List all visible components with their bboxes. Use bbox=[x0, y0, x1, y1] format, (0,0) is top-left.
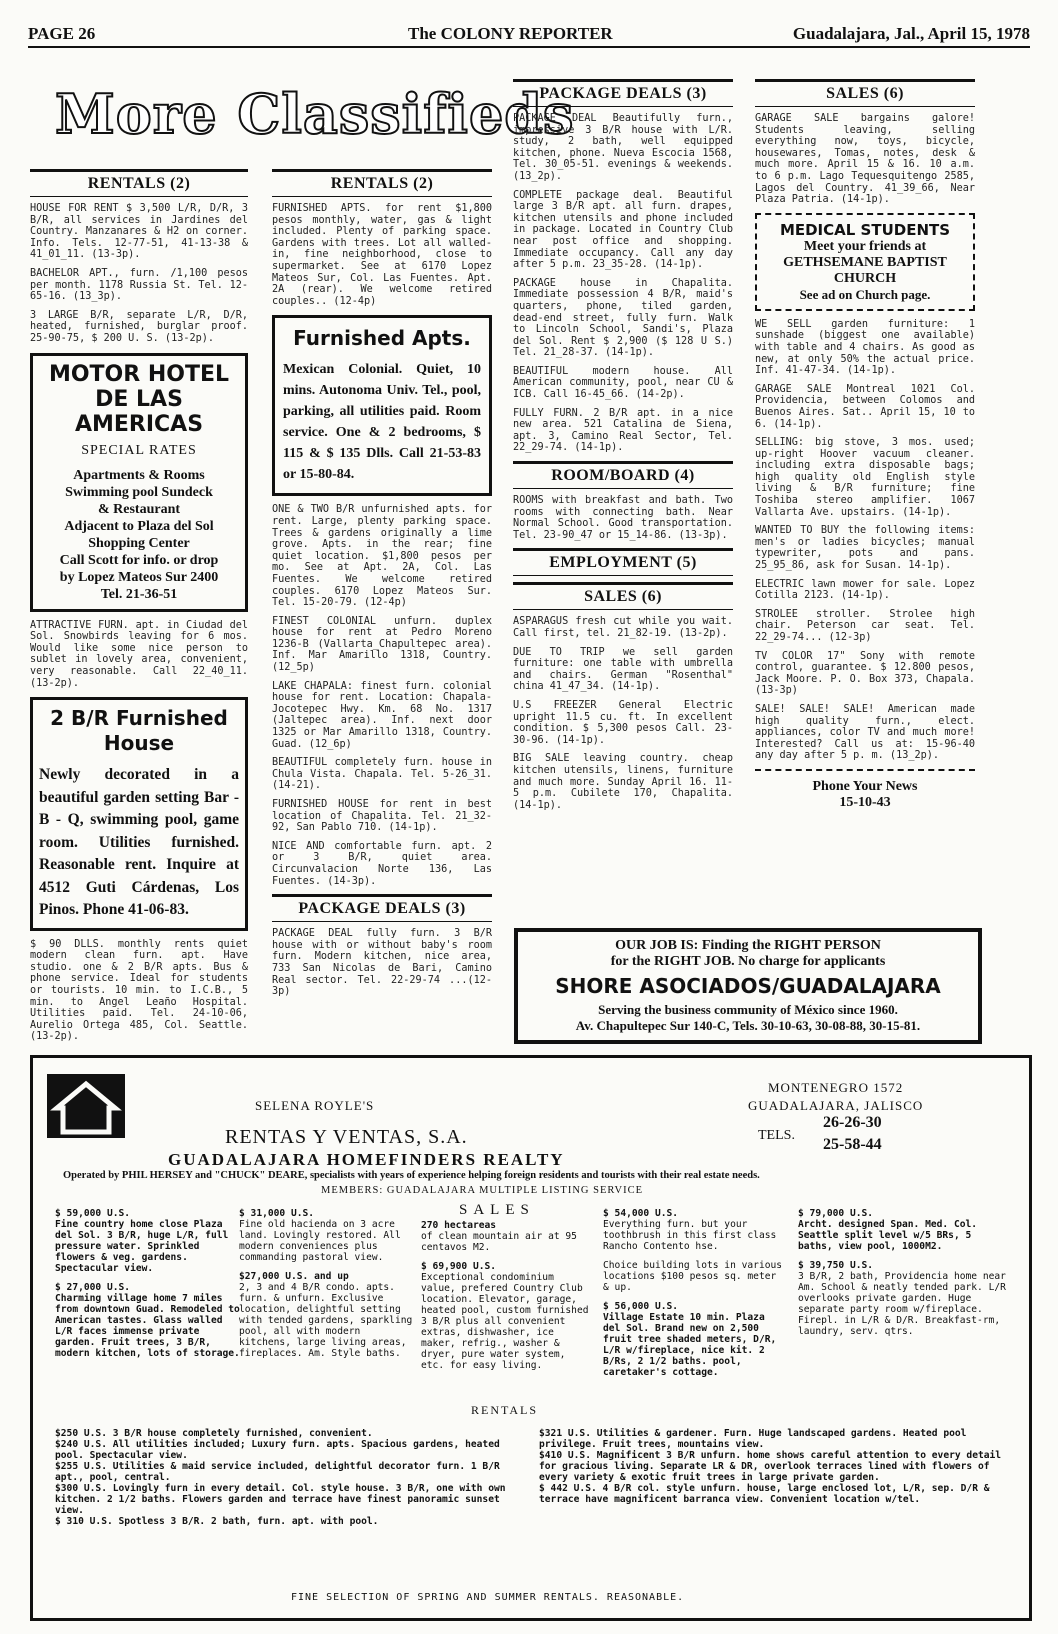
realty-address-1: MONTENEGRO 1572 bbox=[768, 1080, 904, 1095]
phone-news-label: Phone Your News bbox=[812, 778, 918, 794]
classified-ad: STROLEE stroller. Strolee high chair. Peterson car seat. Tel. 22_29-74... (12-3p) bbox=[755, 608, 975, 643]
classified-ad: BEAUTIFUL modern house. All American community, pool, near CU & ICB. Call 16-45_66. (14-2p). bbox=[513, 365, 733, 401]
classified-ad: PACKAGE DEAL Beautifully furn., impressive 3 B/R house with L/R. study, 2 bath, well equipped kitchen, phone. Nueva Escocia 1568, Tel. 30_05-51. evenings & weekends. (13_2p). bbox=[513, 113, 733, 182]
realty-column-3: 270 hectareas of clean mountain air at 95 centavos M2. $ 69,900 U.S. Exceptional condominium value, prefered Country Club location. Elevator, garage, heated pool, custom furnished 3 B/R plus all convenient extras, dishwasher, ice maker, refrig., washer & dryer, pure water system, etc. for easy living. bbox=[421, 1220, 589, 1371]
classified-ad: GARAGE SALE Montreal 1021 Col. Providencia, between Colomos and Buenos Aires. Sat.. April 15, 10 to 6. (14-1p). bbox=[755, 383, 975, 430]
classified-ad: PACKAGE DEAL fully furn. 3 B/R house with or without baby's room furn. Modern kitchen, nice area, 733 San Nicolas de Bari, Camino Real sector. Tel. 22-29-74 ...(12-3p) bbox=[272, 928, 492, 998]
classified-ad: WE SELL garden furniture: 1 sunshade (biggest one available) with table and 4 chairs. As good as new, at only 50% the actual price. Inf. 41-47-34. (14-1p). bbox=[755, 318, 975, 377]
classified-ad: $ 90 DLLS. monthly rents quiet modern clean furn. apt. Have studio. one & 2 B/R apts. Bus & phone service. Ideal for students or tourists. 10 min. to I.C.B., 5 min. to Angel Leaño Hospital. Utilities paid. Tel. 24-10-06, Aurelio Ortega 485, Col. Seattle. (13-2p). bbox=[30, 938, 248, 1043]
classified-ad: SALE! SALE! SALE! American made high quality furn., elect. appliances, color TV and much more! Interested? Call us at: 15-96-40 any day after 5 p. m. (13_2p). bbox=[755, 703, 975, 762]
realty-members: MEMBERS: GUADALAJARA MULTIPLE LISTING SERVICE bbox=[321, 1185, 644, 1196]
realty-footer: FINE SELECTION OF SPRING AND SUMMER RENTALS. REASONABLE. bbox=[291, 1592, 685, 1603]
realty-tel-1: 26-26-30 bbox=[823, 1114, 882, 1131]
realty-column-2: $ 31,000 U.S. Fine old hacienda on 3 acre land. Lovingly restored. All modern conveniences plus commanding pastoral view. $27,000 U.S. and up 2, 3 and 4 B/R condo. apts. furn. & unfurn. Exclusive location, delightful setting with tended gardens, sparkling pool, all with modern kitchens, large living areas, fireplaces. Am. Style baths. bbox=[239, 1208, 413, 1359]
classified-ad: FINEST COLONIAL unfurn. duplex house for rent at Pedro Moreno 1236-B (Vallarta_Chapultepec area). Inf. Mar Amarillo 1318, Country. (12_5p) bbox=[272, 615, 492, 674]
column-2 bbox=[272, 165, 492, 1005]
section-heading-sales: SALES (6) bbox=[755, 79, 975, 107]
classified-ad: FURNISHED APTS. for rent $1,800 pesos monthly, water, gas & light included. Plenty of parking space. Gardens with trees. Lot all walled-in, fine neighborhood, close to supermarket. See at 6170 Lopez Mateos Sur, Col. Las Fuentes. Apt. 2A (rear). We welcome retired couples.. (12-4p) bbox=[272, 203, 492, 307]
classified-ad: BACHELOR APT., furn. /1,100 pesos per month. 1178 Russia St. Tel. 12-65-16. (13_3p). bbox=[30, 267, 248, 303]
realty-operated: Operated by PHIL HERSEY and "CHUCK" DEARE, specialists with years of experience helping foreign residents and tourists with their real estate needs. bbox=[63, 1170, 760, 1181]
dateline: Guadalajara, Jal., April 15, 1978 bbox=[792, 24, 1030, 43]
realty-tels-label: TELS. bbox=[758, 1128, 795, 1143]
section-heading-package-deals: PACKAGE DEALS (3) bbox=[272, 894, 492, 922]
section-heading-employment: EMPLOYMENT (5) bbox=[513, 548, 733, 576]
realty-rentals-right: $321 U.S. Utilities & gardener. Furn. Huge landscaped gardens. Heated pool privilege. Fruit trees, mountains view. $410 U.S. Magnificent 3 B/R unfurn. home shows careful attention to every detail for gracious living. Separate LR & DR, overlook terraces lined with flowers of every variety & exotic fruit trees in large private garden. $ 442 U.S. 4 B/R col. style unfurn. house, large enclosed lot, L/R, sep. D/R & terrace have magnificent barranca view. Convenient location w/tel. bbox=[539, 1428, 1002, 1505]
classified-ad: ATTRACTIVE FURN. apt. in Ciudad del Sol. Snowbirds leaving for 6 mos. Would like some nice person to sublet in lovely area, convenient, very reasonable. Call 22_40_11. (13-2p). bbox=[30, 619, 248, 689]
realty-column-1: $ 59,000 U.S. Fine country home close Plaza del Sol. 3 B/R, huge L/R, full pressure water. Sprinkled flowers & veg. gardens. Spectacular view. $ 27,000 U.S. Charming village home 7 miles from downtown Guad. Remodeled to American tastes. Glass walled L/R faces immense private garden. Fruit trees, 3 B/R, modern kitchen, lots of storage. bbox=[55, 1208, 240, 1359]
realty-name: RENTAS Y VENTAS, S.A. bbox=[225, 1126, 468, 1148]
section-heading-sales: SALES (6) bbox=[513, 582, 733, 610]
page-title: More Classifieds bbox=[55, 82, 575, 146]
realty-address-2: GUADALAJARA, JALISCO bbox=[748, 1098, 924, 1113]
classified-ad: ELECTRIC lawn mower for sale. Lopez Cotilla 2123. (14-1p). bbox=[755, 578, 975, 602]
classified-ad: LAKE CHAPALA: finest furn. colonial house for rent. Location: Chapala-Jocotepec Hwy. Km. 68 No. 1317 (Jaltepec area). Inf. next door 1325 or Mar Amarillo 1318, Country. Guad. (12_6p) bbox=[272, 680, 492, 750]
column-3 bbox=[513, 75, 733, 818]
classified-ad: 3 LARGE B/R, separate L/R, D/R, heated, furnished, burglar proof. 25-90-75, $ 200 U. S. (13-2p). bbox=[30, 309, 248, 344]
motor-hotel-ad: MOTOR HOTEL DE LAS AMERICAS SPECIAL RATES Apartments & Rooms Swimming pool Sundeck & Restaurant Adjacent to Plaza del Sol Shopping Center Call Scott for info. or drop by Lopez Mateos Sur 2400 Tel. 21-36-51 bbox=[30, 353, 248, 612]
realty-sales-heading: SALES bbox=[459, 1202, 535, 1218]
realty-rentals-heading: RENTALS bbox=[471, 1403, 539, 1417]
classified-ad: BIG SALE leaving country. cheap kitchen utensils, linens, furniture and much more. Sunday April 16. 11-5 p.m. Cubilete 170, Chapalita. (14-1p). bbox=[513, 753, 733, 811]
phone-news-number: 15-10-43 bbox=[839, 794, 891, 810]
section-heading-room-board: ROOM/BOARD (4) bbox=[513, 461, 733, 489]
classified-ad: U.S FREEZER General Electric upright 11.5 cu. ft. In excellent condition. $ 5,300 pesos Call. 23-30-96. (14-1p). bbox=[513, 699, 733, 746]
section-heading-package-deals: PACKAGE DEALS (3) bbox=[513, 79, 733, 107]
section-heading-rentals: RENTALS (2) bbox=[30, 169, 248, 197]
realty-rentals-left: $250 U.S. 3 B/R house completely furnished, convenient. $240 U.S. All utilities included; Luxury furn. apts. Spacious gardens, heated pool. Spectacular view. $255 U.S. Utilities & maid service included, delightful decorator furn. 1 B/R apt., pool, central. $300 U.S. Lovingly furn in every detail. Col. style house. 3 B/R, one with own kitchen. 2 1/2 baths. Flowers garden and terrace have finest panoramic sunset view. $ 310 U.S. Spotless 3 B/R. 2 bath, furn. apt. with pool. bbox=[55, 1428, 506, 1527]
classified-ad: TV COLOR 17" Sony with remote control, guarantee. $ 12.800 pesos, Jack Moore. P. O. Box 373, Chapala. (13-3p) bbox=[755, 650, 975, 697]
classified-ad: PACKAGE house in Chapalita. Immediate possession 4 B/R, maid's quarters, phone, tiled garden, dead-end street, fully furn. Walk to Lincoln School, Sandi's, Plaza del Sol. Rent $ 2,900 ($ 128 U S.) Tel. 21_28-37. (14-1p). bbox=[513, 277, 733, 359]
classified-ad: SELLING: big stove, 3 mos. used; up-right Hoover vacuum cleaner. including extra disposable bags; high quality old English style living & B/R furniture; fine Toshiba stereo amplifier. 1067 Vallarta Ave. upstairs. (14-1p). bbox=[755, 437, 975, 518]
shore-asociados-ad: OUR JOB IS: Finding the RIGHT PERSON for the RIGHT JOB. No charge for applicants SHORE ASOCIADOS/GUADALAJARA Serving the business community of México since 1960. Av. Chapultepec Sur 140-C, Tels. 30-10-63, 30-08-88, 30-15-81. bbox=[514, 928, 982, 1044]
classified-ad: ASPARAGUS fresh cut while you wait. Call first, tel. 21_82-19. (13-2p). bbox=[513, 616, 733, 639]
section-heading-rentals: RENTALS (2) bbox=[272, 169, 492, 197]
classified-ad: GARAGE SALE bargains galore! Students leaving, selling everything now, toys, bicycle, housewares, Tomas, notes, desk & much more. April 15 & 16. 10 a.m. to 6 p.m. Lago Tequesquitengo 2585, Lagos del Country. 41_39_66, Near Plaza Patria. (14-1p). bbox=[755, 113, 975, 206]
realty-tel-2: 25-58-44 bbox=[823, 1136, 882, 1153]
classified-ad: COMPLETE package deal. Beautiful large 3 B/R apt. all furn. drapes, kitchen utensils and phone included in package. Located in Country Club near post office and shopping. Immediate occupancy. Call any day after 5 p.m. 23_35-28. (14-1p). bbox=[513, 189, 733, 271]
realty-column-5: $ 79,000 U.S. Archt. designed Span. Med. Col. Seattle split level w/5 BRs, 5 baths, view pool, 1000M2. $ 39,750 U.S. 3 B/R, 2 bath, Providencia home near Am. School & neatly tended park. L/R overlooks private garden. Huge separate party room w/fireplace. Firepl. in L/R & D/R. Breakfast-rm, laundry, serv. qtrs. bbox=[798, 1208, 1006, 1337]
classified-ad: ROOMS with breakfast and bath. Two rooms with connecting bath. Near Normal School. Good transportation. Tel. 23-90_47 or 15_14-86. (13-3p). bbox=[513, 495, 733, 541]
classified-ad: DUE TO TRIP we sell garden furniture: one table with umbrella and chairs. German "Rosenthal" china 41_47_34. (14-1p). bbox=[513, 646, 733, 693]
realty-ad bbox=[30, 1055, 1032, 1621]
furnished-house-ad: 2 B/R Furnished House Newly decorated in a beautiful garden setting Bar - B - Q, swimming pool, game room. Utilities furnished. Reasonable rent. Inquire at 4512 Guti Cárdenas, Los Pinos. Phone 41-06-83. bbox=[30, 697, 248, 931]
classified-ad: BEAUTIFUL completely furn. house in Chula Vista. Chapala. Tel. 5-26_31. (14-21). bbox=[272, 757, 492, 792]
classified-ad: HOUSE FOR RENT $ 3,500 L/R, D/R, 3 B/R, all services in Jardines del Country. Manzanares & H2 on corner. Info. Tels. 12-77-51, 41-13-38 & 41_01_11. (13-3p). bbox=[30, 203, 248, 261]
paper-name: The COLONY REPORTER bbox=[408, 24, 613, 43]
column-1 bbox=[30, 165, 248, 1050]
classified-ad: ONE & TWO B/R unfurnished apts. for rent. Large, plenty parking space. Trees & gardens originally a lime grove. Apts. in the rear; fine quiet location. $1,800 pesos per mo. See at Apt. 2A, Col. Las Fuentes. We welcome retired couples. 6170 Lopez Mateos Sur. Tel. 15-20-79. (12-4p) bbox=[272, 504, 492, 609]
medical-students-ad: MEDICAL STUDENTS Meet your friends at GETHSEMANE BAPTIST CHURCH See ad on Church page. bbox=[755, 213, 975, 311]
masthead bbox=[28, 24, 1030, 48]
classified-ad: FULLY FURN. 2 B/R apt. in a nice new area. 521 Catalina de Siena, apt. 3, Camino Real Sector, Tel. 22_29-74. (14-1p). bbox=[513, 407, 733, 454]
house-logo-icon bbox=[47, 1074, 125, 1138]
classified-ad: FURNISHED HOUSE for rent in best location of Chapalita. Tel. 21_32-92, San Pablo 710. (14-1p). bbox=[272, 799, 492, 834]
page-number: PAGE 26 bbox=[28, 24, 96, 43]
classified-ad: NICE AND comfortable furn. apt. 2 or 3 B/R, quiet area. Circunvalacion Norte 136, Las Fuentes. (14-3p). bbox=[272, 840, 492, 887]
realty-owner: SELENA ROYLE'S bbox=[255, 1098, 375, 1113]
realty-subtitle: GUADALAJARA HOMEFINDERS REALTY bbox=[168, 1150, 565, 1169]
classified-ad: WANTED TO BUY the following items: men's or ladies bicycles; manual typewriter, pots and pans. 25_95_86, ask for Susan. 14-1p). bbox=[755, 525, 975, 572]
column-4 bbox=[755, 75, 975, 811]
furnished-apts-ad: Furnished Apts. Mexican Colonial. Quiet, 10 mins. Autonoma Univ. Tel., pool, parking, all utilities paid. Room service. One & 2 bedrooms, $ 115 & $ 135 Dlls. Call 21-53-83 or 15-80-84. bbox=[272, 315, 492, 496]
realty-column-4: $ 54,000 U.S. Everything furn. but your toothbrush in this first class Rancho Contento hse. Choice building lots in various locations $100 pesos sq. meter & up. $ 56,000 U.S. Village Estate 10 min. Plaza del Sol. Brand new on 2,500 fruit tree shaded meters, D/R, L/R w/fireplace, nice kit. 2 B/Rs, 2 1/2 baths. pool, caretaker's cottage. bbox=[603, 1208, 783, 1378]
